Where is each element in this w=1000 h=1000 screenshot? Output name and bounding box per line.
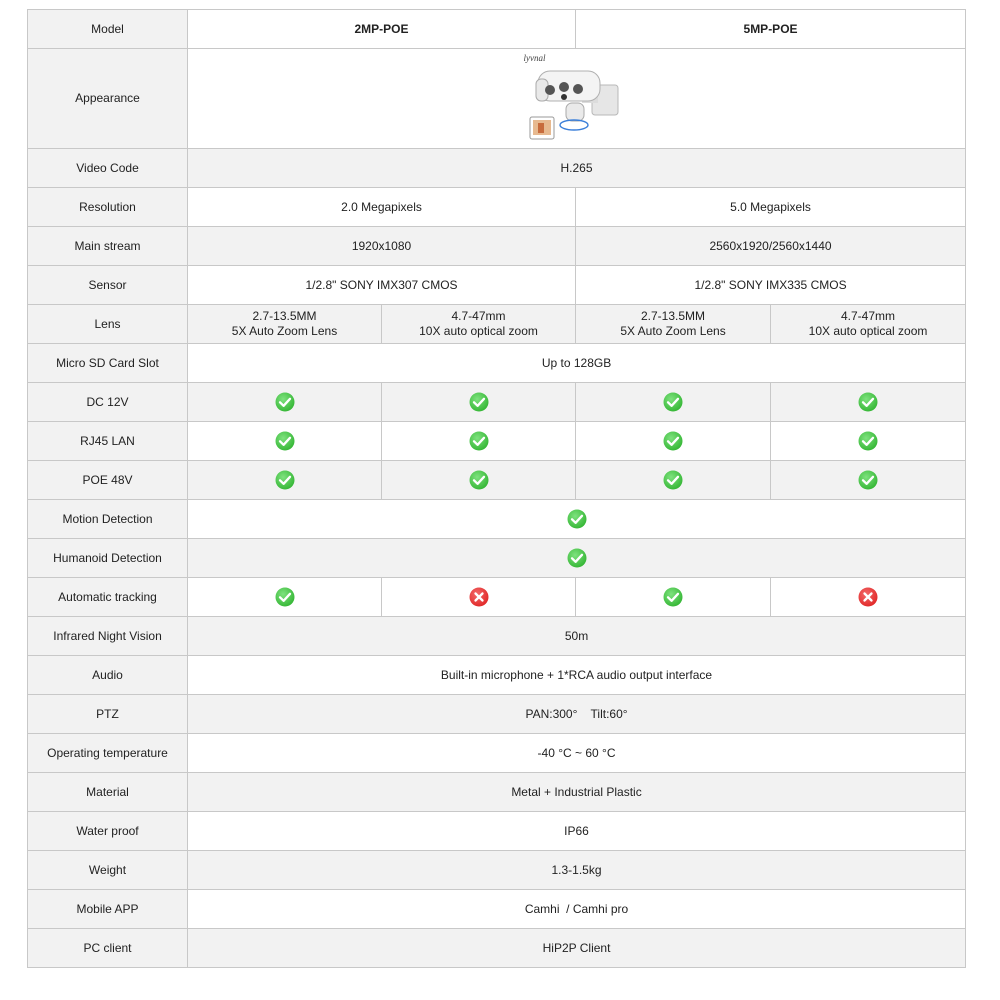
spec-row <box>28 812 966 851</box>
row-label: Sensor <box>28 266 188 305</box>
status-cell <box>576 578 771 617</box>
value-cell <box>771 305 966 344</box>
value-cell: H.265 <box>188 149 966 188</box>
check-icon <box>663 587 683 607</box>
spec-row <box>28 344 966 383</box>
status-cell <box>771 578 966 617</box>
row-label: Operating temperature <box>28 734 188 773</box>
row-label: POE 48V <box>28 461 188 500</box>
value-cell: 50m <box>188 617 966 656</box>
appearance-cell <box>188 49 966 149</box>
value-cell <box>382 305 576 344</box>
spec-row <box>28 149 966 188</box>
status-cell <box>188 539 966 578</box>
value-cell: Metal + Industrial Plastic <box>188 773 966 812</box>
check-icon <box>275 431 295 451</box>
row-label: Weight <box>28 851 188 890</box>
row-label: Water proof <box>28 812 188 851</box>
status-cell <box>188 383 382 422</box>
check-icon <box>275 470 295 490</box>
spec-row <box>28 656 966 695</box>
spec-row <box>28 851 966 890</box>
row-label: Infrared Night Vision <box>28 617 188 656</box>
spec-row <box>28 383 966 422</box>
spec-row <box>28 773 966 812</box>
row-label: RJ45 LAN <box>28 422 188 461</box>
status-cell <box>771 461 966 500</box>
check-icon <box>663 431 683 451</box>
value-cell: 1.3-1.5kg <box>188 851 966 890</box>
cross-icon <box>469 587 489 607</box>
spec-row <box>28 500 966 539</box>
cross-icon <box>858 587 878 607</box>
row-label: Motion Detection <box>28 500 188 539</box>
status-cell <box>576 383 771 422</box>
value-cell: 1/2.8" SONY IMX335 CMOS <box>576 266 966 305</box>
status-cell <box>382 461 576 500</box>
value-cell: 1/2.8" SONY IMX307 CMOS <box>188 266 576 305</box>
value-line: 2.7-13.5MM <box>252 309 317 323</box>
row-label: Automatic tracking <box>28 578 188 617</box>
value-line: 4.7-47mm <box>841 309 896 323</box>
status-cell <box>188 500 966 539</box>
value-cell: HiP2P Client <box>188 929 966 968</box>
status-cell <box>576 422 771 461</box>
row-label: Video Code <box>28 149 188 188</box>
value-line: 5X Auto Zoom Lens <box>620 324 726 338</box>
status-cell <box>382 383 576 422</box>
spec-row <box>28 461 966 500</box>
row-label: Resolution <box>28 188 188 227</box>
spec-row <box>28 266 966 305</box>
value-cell <box>188 305 382 344</box>
value-cell: 5.0 Megapixels <box>576 188 966 227</box>
check-icon <box>567 548 587 568</box>
value-cell: Built-in microphone + 1*RCA audio output interface <box>188 656 966 695</box>
row-label: Mobile APP <box>28 890 188 929</box>
spec-row <box>28 227 966 266</box>
status-cell <box>771 422 966 461</box>
spec-row <box>28 734 966 773</box>
row-label: Lens <box>28 305 188 344</box>
model-header: 5MP-POE <box>576 10 966 49</box>
check-icon <box>567 509 587 529</box>
spec-row <box>28 49 966 149</box>
ptz-camera-icon <box>522 57 632 149</box>
spec-row <box>28 890 966 929</box>
value-cell: IP66 <box>188 812 966 851</box>
row-label: Material <box>28 773 188 812</box>
check-icon <box>858 392 878 412</box>
check-icon <box>858 470 878 490</box>
spec-row <box>28 305 966 344</box>
check-icon <box>469 470 489 490</box>
row-label: DC 12V <box>28 383 188 422</box>
value-line: 2.7-13.5MM <box>641 309 706 323</box>
check-icon <box>663 470 683 490</box>
row-label: Appearance <box>28 49 188 149</box>
status-cell <box>188 422 382 461</box>
value-cell: 1920x1080 <box>188 227 576 266</box>
status-cell <box>576 461 771 500</box>
spec-row <box>28 188 966 227</box>
watermark-text: lyvnal <box>523 52 546 63</box>
check-icon <box>469 392 489 412</box>
row-label: Humanoid Detection <box>28 539 188 578</box>
status-cell <box>382 578 576 617</box>
spec-row <box>28 539 966 578</box>
spec-table <box>27 9 966 968</box>
value-cell: 2.0 Megapixels <box>188 188 576 227</box>
row-label: PC client <box>28 929 188 968</box>
value-cell: -40 °C ~ 60 °C <box>188 734 966 773</box>
value-cell: 2560x1920/2560x1440 <box>576 227 966 266</box>
check-icon <box>663 392 683 412</box>
value-line: 5X Auto Zoom Lens <box>231 324 338 338</box>
value-cell: PAN:300° Tilt:60° <box>188 695 966 734</box>
row-label: Micro SD Card Slot <box>28 344 188 383</box>
value-line: 10X auto optical zoom <box>419 324 538 338</box>
spec-row <box>28 422 966 461</box>
status-cell <box>771 383 966 422</box>
row-label: PTZ <box>28 695 188 734</box>
value-cell: Up to 128GB <box>188 344 966 383</box>
value-cell <box>576 305 771 344</box>
spec-row <box>28 929 966 968</box>
row-label: Main stream <box>28 227 188 266</box>
spec-row <box>28 695 966 734</box>
check-icon <box>858 431 878 451</box>
model-header: 2MP-POE <box>188 10 576 49</box>
value-cell: Camhi / Camhi pro <box>188 890 966 929</box>
status-cell <box>188 578 382 617</box>
status-cell <box>382 422 576 461</box>
row-label: Model <box>28 10 188 49</box>
value-line: 4.7-47mm <box>451 309 506 323</box>
spec-table-body <box>28 10 966 968</box>
spec-row <box>28 578 966 617</box>
check-icon <box>275 587 295 607</box>
value-line: 10X auto optical zoom <box>808 324 928 338</box>
spec-row <box>28 617 966 656</box>
row-label: Audio <box>28 656 188 695</box>
spec-row <box>28 10 966 49</box>
status-cell <box>188 461 382 500</box>
check-icon <box>275 392 295 412</box>
check-icon <box>469 431 489 451</box>
